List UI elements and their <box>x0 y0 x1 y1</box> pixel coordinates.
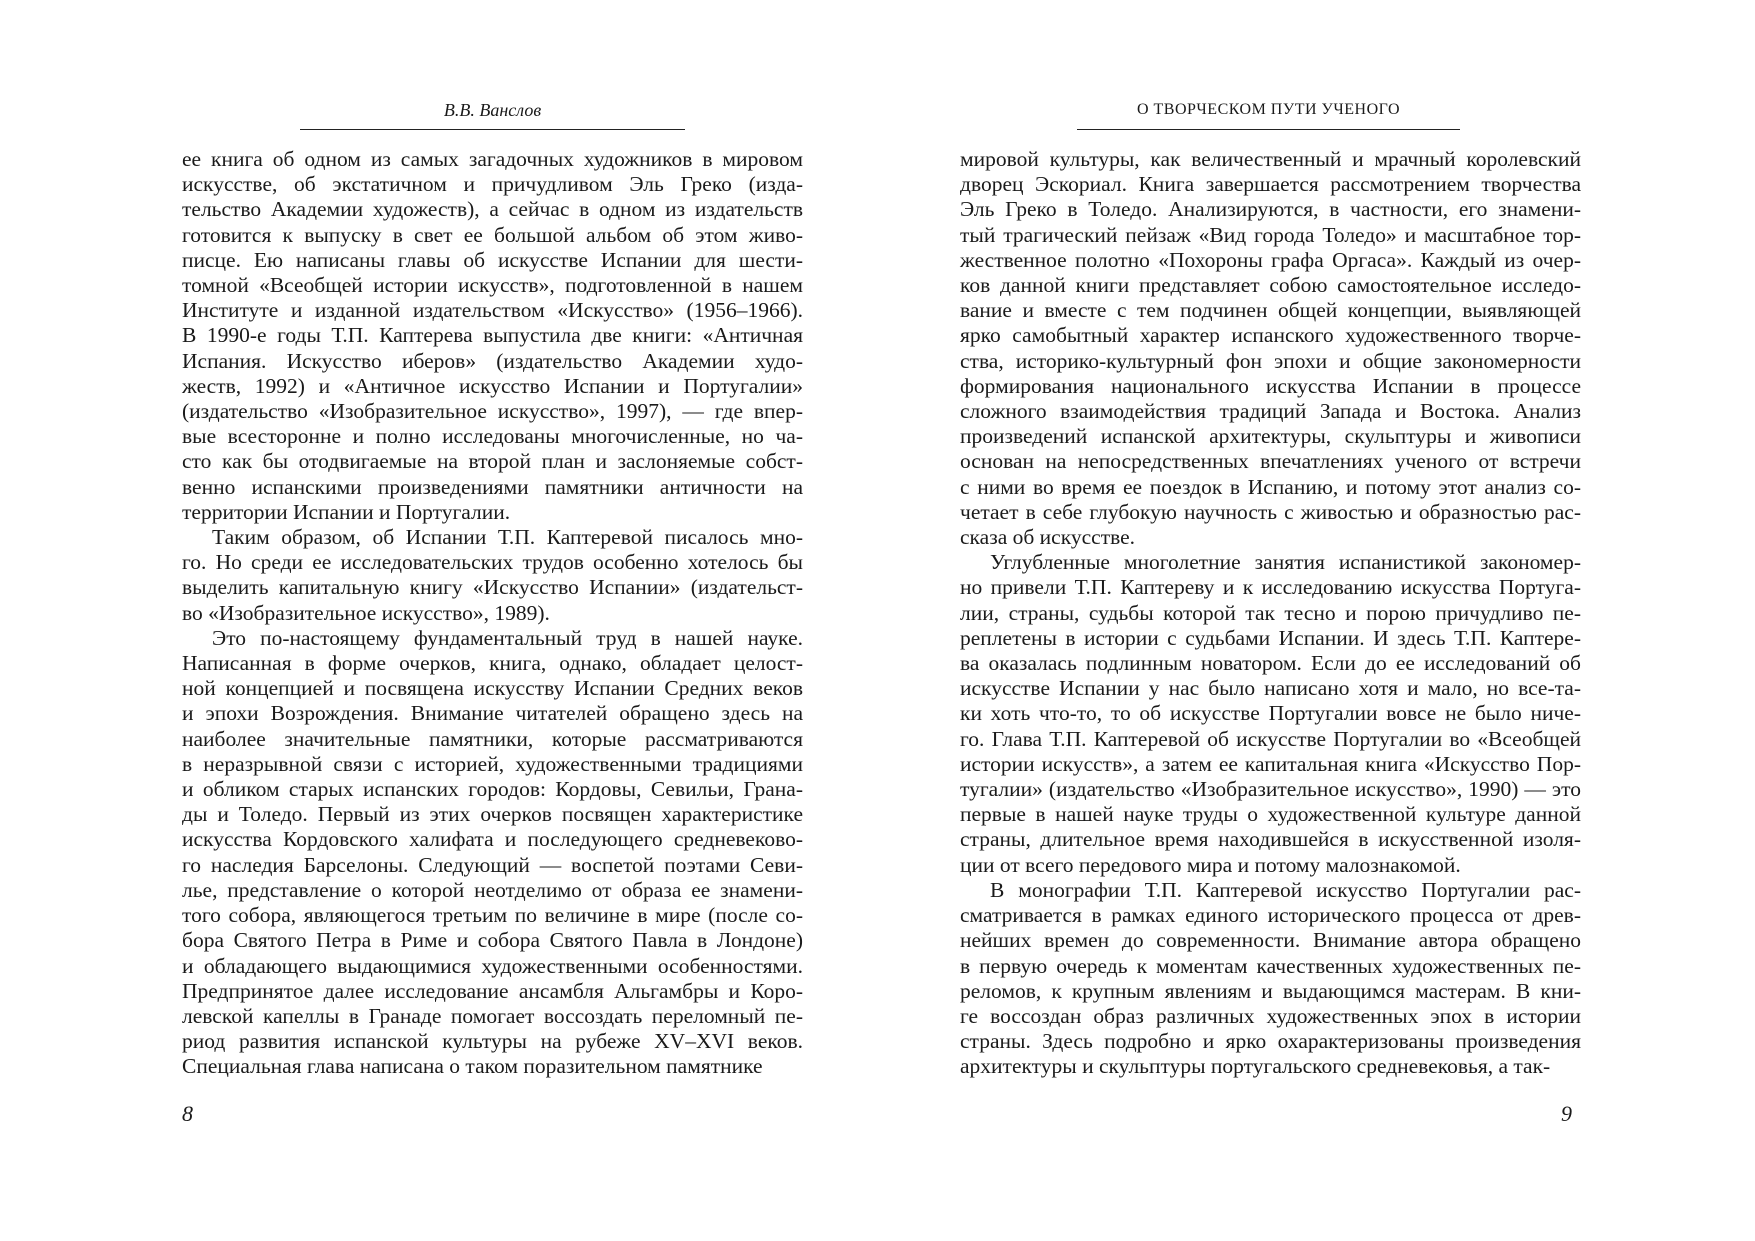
text-line: в неразрывной связи с историей, художественными традициями <box>182 751 803 776</box>
text-line: наиболее значительные памятники, которые рассматриваются <box>182 726 803 751</box>
text-line: Написанная в форме очерков, книга, однако, обладает целост- <box>182 651 803 676</box>
text-line: тельство Академии художеств), а сейчас в одном из издательств <box>182 197 803 222</box>
text-line: го. Глава Т.П. Каптеревой об искусстве Португалии во «Всеобщей <box>960 726 1581 751</box>
text-line: (издательство «Изобразительное искусство», 1997), — где впер- <box>182 399 803 424</box>
text-line: тугалии» (издательство «Изобразительное искусство», 1990) — это <box>960 777 1581 802</box>
text-line: с ними во время ее поездок в Испанию, и потому этот анализ со- <box>960 474 1581 499</box>
text-line: четает в себе глубокую научность с живостью и образностью рас- <box>960 499 1581 524</box>
right-page <box>877 0 1755 1241</box>
text-line: во «Изобразительное искусство», 1989). <box>182 600 550 625</box>
text-line: но привели Т.П. Каптереву и к исследованию искусства Португа- <box>960 575 1581 600</box>
text-line: бора Святого Петра в Риме и собора Святого Павла в Лондоне) <box>182 928 803 953</box>
text-line: архитектуры и скульптуры португальского средневековья, а так- <box>960 1054 1551 1079</box>
text-line: томной «Всеобщей истории искусств», подготовленной в нашем <box>182 273 803 298</box>
text-line: Таким образом, об Испании Т.П. Каптеревой писалось мно- <box>212 525 803 550</box>
text-line: го наследия Барселоны. Следующий — воспетой поэтами Севи- <box>182 852 803 877</box>
text-line: территории Испании и Португалии. <box>182 499 511 524</box>
text-line: того собора, являющегося третьим по величине в мире (после со- <box>182 903 803 928</box>
text-line: лии, страны, судьбы которой так тесно и порою причудливо пе- <box>960 600 1581 625</box>
left-page <box>0 0 877 1241</box>
text-line: реплетены в истории с судьбами Испании. И здесь Т.П. Каптере- <box>960 625 1581 650</box>
text-line: формирования национального искусства Испании в процессе <box>960 373 1581 398</box>
paragraph <box>182 525 803 626</box>
text-line: Институте и изданной издательством «Искусство» (1956–1966). <box>182 298 803 323</box>
text-line: сматривается в рамках единого исторического процесса от древ- <box>960 903 1581 928</box>
text-line: выделить капитальную книгу «Искусство Испании» (издательст- <box>182 575 803 600</box>
text-line: ярко самобытный характер испанского художественного творче- <box>960 323 1581 348</box>
text-line: жеств, 1992) и «Античное искусство Испании и Португалии» <box>182 373 803 398</box>
text-line: Это по-настоящему фундаментальный труд в нашей науке. <box>212 625 803 650</box>
text-line: дворец Эскориал. Книга завершается рассмотрением творчества <box>960 172 1581 197</box>
text-line: Эль Греко в Толедо. Анализируются, в частности, его знамени- <box>960 197 1581 222</box>
text-line: в первую очередь к моментам качественных художественных пе- <box>960 953 1581 978</box>
text-line: Специальная глава написана о таком поразительном памятнике <box>182 1054 763 1079</box>
text-line: ства, историко-культурный фон эпохи и общие закономерности <box>960 348 1581 373</box>
text-line: тый трагический пейзаж «Вид города Толедо» и масштабное тор- <box>960 222 1581 247</box>
text-line: искусстве, об экстатичном и причудливом Эль Греко (изда- <box>182 172 803 197</box>
paragraph <box>182 626 803 1080</box>
text-line: первые в нашей науке труды о художественной культуре данной <box>960 802 1581 827</box>
header-rule <box>300 129 685 130</box>
paragraph <box>960 878 1581 1080</box>
text-line: произведений испанской архитектуры, скульптуры и живописи <box>960 424 1581 449</box>
text-line: ции от всего передового мира и потому малознакомой. <box>960 852 1461 877</box>
text-line: ды и Толедо. Первый из этих очерков посвящен характеристике <box>182 802 803 827</box>
text-line: ва оказалась подлинным новатором. Если до ее исследований об <box>960 651 1581 676</box>
text-line: ной концепцией и посвящена искусству Испании Средних веков <box>182 676 803 701</box>
text-line: и обликом старых испанских городов: Кордовы, Севильи, Грана- <box>182 777 803 802</box>
text-line: левской капеллы в Гранаде помогает воссоздать переломный пе- <box>182 1003 803 1028</box>
header-rule <box>1077 129 1460 130</box>
text-line: сложного взаимодействия традиций Запада и Востока. Анализ <box>960 399 1581 424</box>
text-line: сказа об искусстве. <box>960 525 1136 550</box>
text-line: страны, длительное время находившейся в искусственной изоля- <box>960 827 1581 852</box>
text-line: ее книга об одном из самых загадочных художников в мировом <box>182 147 803 171</box>
running-head-author: В.В. Ванслов <box>443 100 542 120</box>
paragraph <box>182 147 803 525</box>
text-line: вание и вместе с тем подчинен общей концепции, выявляющей <box>960 298 1581 323</box>
text-line: и эпохи Возрождения. Внимание читателей обращено здесь на <box>182 701 803 726</box>
text-line: риод развития испанской культуры на рубеже XV–XVI веков. <box>182 1029 803 1054</box>
text-line: В монографии Т.П. Каптеревой искусство Португалии рас- <box>990 877 1581 902</box>
text-line: писце. Ею написаны главы об искусстве Испании для шести- <box>182 247 803 272</box>
paragraph <box>960 147 1581 550</box>
text-line: Углубленные многолетние занятия испанистикой закономер- <box>990 550 1581 575</box>
text-line: Предпринятое далее исследование ансамбля Альгамбры и Коро- <box>182 978 803 1003</box>
text-line: го. Но среди ее исследовательских трудов особенно хотелось бы <box>182 550 803 575</box>
text-line: реломов, к крупным явлениям и выдающимся мастерам. В кни- <box>960 978 1581 1003</box>
text-line: Испания. Искусство иберов» (издательство Академии худо- <box>182 348 803 373</box>
text-line: ков данной книги представляет собою самостоятельное исследо- <box>960 273 1581 298</box>
paragraph <box>960 550 1581 878</box>
text-line: истории искусств», а затем ее капитальная книга «Искусство Пор- <box>960 751 1581 776</box>
text-line: основан на непосредственных впечатлениях ученого от встречи <box>960 449 1581 474</box>
body-text <box>960 147 1581 1080</box>
text-line: лье, представление о которой неотделимо от образа ее знамени- <box>182 877 803 902</box>
text-line: готовится к выпуску в свет ее большой альбом об этом живо- <box>182 222 803 247</box>
text-line: сто как бы отодвигаемые на второй план и заслоняемые собст- <box>182 449 803 474</box>
text-line: страны. Здесь подробно и ярко охарактеризованы произведения <box>960 1029 1581 1054</box>
text-line: искусства Кордовского халифата и последующего средневеково- <box>182 827 803 852</box>
text-line: мировой культуры, как величественный и мрачный королевский <box>960 147 1581 171</box>
text-line: ге воссоздан образ различных художественных эпох в истории <box>960 1003 1581 1028</box>
text-line: жественное полотно «Похороны графа Оргаса». Каждый из очер- <box>960 247 1581 272</box>
page-number: 8 <box>182 1101 193 1126</box>
body-text <box>182 147 803 1080</box>
text-line: и обладающего выдающимися художественными особенностями. <box>182 953 803 978</box>
text-line: ки хоть что-то, то об искусстве Португалии вовсе не было ниче- <box>960 701 1581 726</box>
text-line: вые всесторонне и полно исследованы многочисленные, но ча- <box>182 424 803 449</box>
running-head-title: О ТВОРЧЕСКОМ ПУТИ УЧЕНОГО <box>1136 101 1401 118</box>
text-line: искусстве Испании у нас было написано хотя и мало, но все-та- <box>960 676 1581 701</box>
text-line: В 1990-е годы Т.П. Каптерева выпустила две книги: «Античная <box>182 323 803 348</box>
text-line: венно испанскими произведениями памятники античности на <box>182 474 803 499</box>
page-number: 9 <box>1561 1101 1572 1126</box>
text-line: нейших времен до современности. Внимание автора обращено <box>960 928 1581 953</box>
